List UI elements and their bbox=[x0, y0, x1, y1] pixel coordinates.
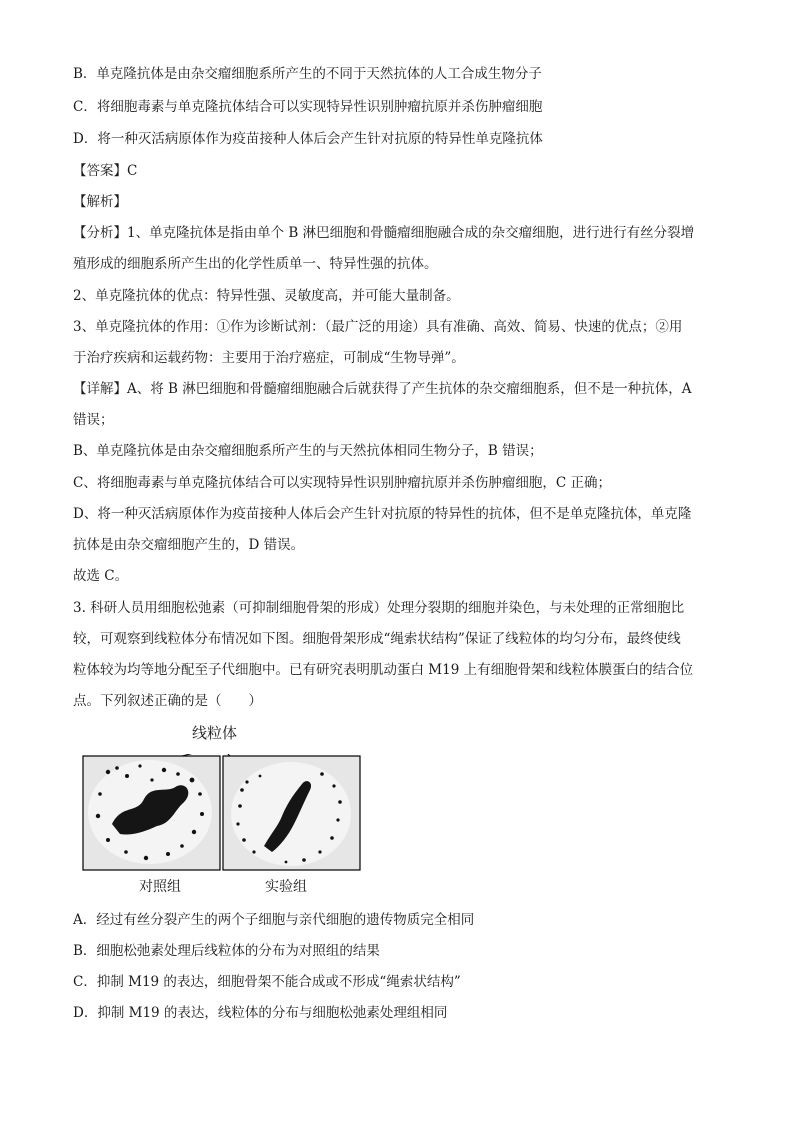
mitochondria-figure bbox=[82, 722, 362, 900]
figure-caption-experimental: 实验组 bbox=[265, 879, 307, 895]
analysis-p1-line2: 殖形成的细胞系所产生出的化学性质单一、特异性强的抗体。 bbox=[73, 256, 438, 272]
option-c-prev: C．将细胞毒素与单克隆抗体结合可以实现特异性识别肿瘤抗原并杀伤肿瘤细胞 bbox=[73, 99, 543, 115]
question3-line1: 3. 科研人员用细胞松弛素（可抑制细胞骨架的形成）处理分裂期的细胞并染色，与未处理的正常细胞比 bbox=[73, 600, 685, 616]
analysis-p3-line2: 于治疗疾病和运载药物：主要用于治疗癌症，可制成“生物导弹”。 bbox=[73, 350, 465, 366]
detail-a-line1: 【详解】A、将 B 淋巴细胞和骨髓瘤细胞融合后就获得了产生抗体的杂交瘤细胞系，但不是一种抗体，A bbox=[73, 381, 692, 397]
figure-caption-control: 对照组 bbox=[139, 879, 181, 895]
option-d-prev: D．将一种灭活病原体作为疫苗接种人体后会产生针对抗原的特异性单克隆抗体 bbox=[73, 131, 543, 147]
analysis-heading: 【解析】 bbox=[73, 194, 127, 210]
option-a: A．经过有丝分裂产生的两个子细胞与亲代细胞的遗传物质完全相同 bbox=[73, 912, 475, 928]
option-b-prev: B．单克隆抗体是由杂交瘤细胞系所产生的不同于天然抗体的人工合成生物分子 bbox=[73, 66, 542, 82]
detail-conclusion: 故选 C。 bbox=[73, 568, 129, 584]
option-b: B．细胞松弛素处理后线粒体的分布为对照组的结果 bbox=[73, 943, 380, 959]
detail-b: B、单克隆抗体是由杂交瘤细胞系所产生的与天然抗体相同生物分子，B 错误； bbox=[73, 443, 543, 459]
detail-d-line2: 抗体是由杂交瘤细胞产生的，D 错误。 bbox=[73, 537, 305, 553]
micrograph-image bbox=[82, 754, 362, 874]
detail-a-line2: 错误； bbox=[73, 412, 114, 428]
analysis-p3-line1: 3、单克隆抗体的作用：①作为诊断试剂：（最广泛的用途）具有准确、高效、简易、快速的优点；②用 bbox=[73, 319, 683, 335]
detail-d-line1: D、将一种灭活病原体作为疫苗接种人体后会产生针对抗原的特异性的抗体，但不是单克隆抗体，单克隆 bbox=[73, 506, 692, 522]
detail-c: C、将细胞毒素与单克隆抗体结合可以实现特异性识别肿瘤抗原并杀伤肿瘤细胞，C 正确； bbox=[73, 475, 611, 491]
analysis-p1-line1: 【分析】1、单克隆抗体是指由单个 B 淋巴细胞和骨髓瘤细胞融合成的杂交瘤细胞，进行进行有丝分裂增 bbox=[73, 225, 695, 241]
option-c: C．抑制 M19 的表达，细胞骨架不能合成或不形成“绳索状结构” bbox=[73, 974, 461, 990]
analysis-p2: 2、单克隆抗体的优点：特异性强、灵敏度高，并可能大量制备。 bbox=[73, 288, 460, 304]
option-d: D．抑制 M19 的表达，线粒体的分布与细胞松弛素处理组相同 bbox=[73, 1005, 448, 1021]
answer-line: 【答案】C bbox=[73, 163, 138, 179]
figure-label-mitochondria: 线粒体 bbox=[192, 724, 238, 742]
question3-line3: 粒体较为均等地分配至子代细胞中。已有研究表明肌动蛋白 M19 上有细胞骨架和线粒体膜蛋白的结合位 bbox=[73, 662, 694, 678]
question3-line4: 点。下列叙述正确的是（ ） bbox=[73, 693, 262, 709]
question3-line2: 较，可观察到线粒体分布情况如下图。细胞骨架形成“绳索状结构”保证了线粒体的均匀分布，最终使线 bbox=[73, 631, 681, 647]
